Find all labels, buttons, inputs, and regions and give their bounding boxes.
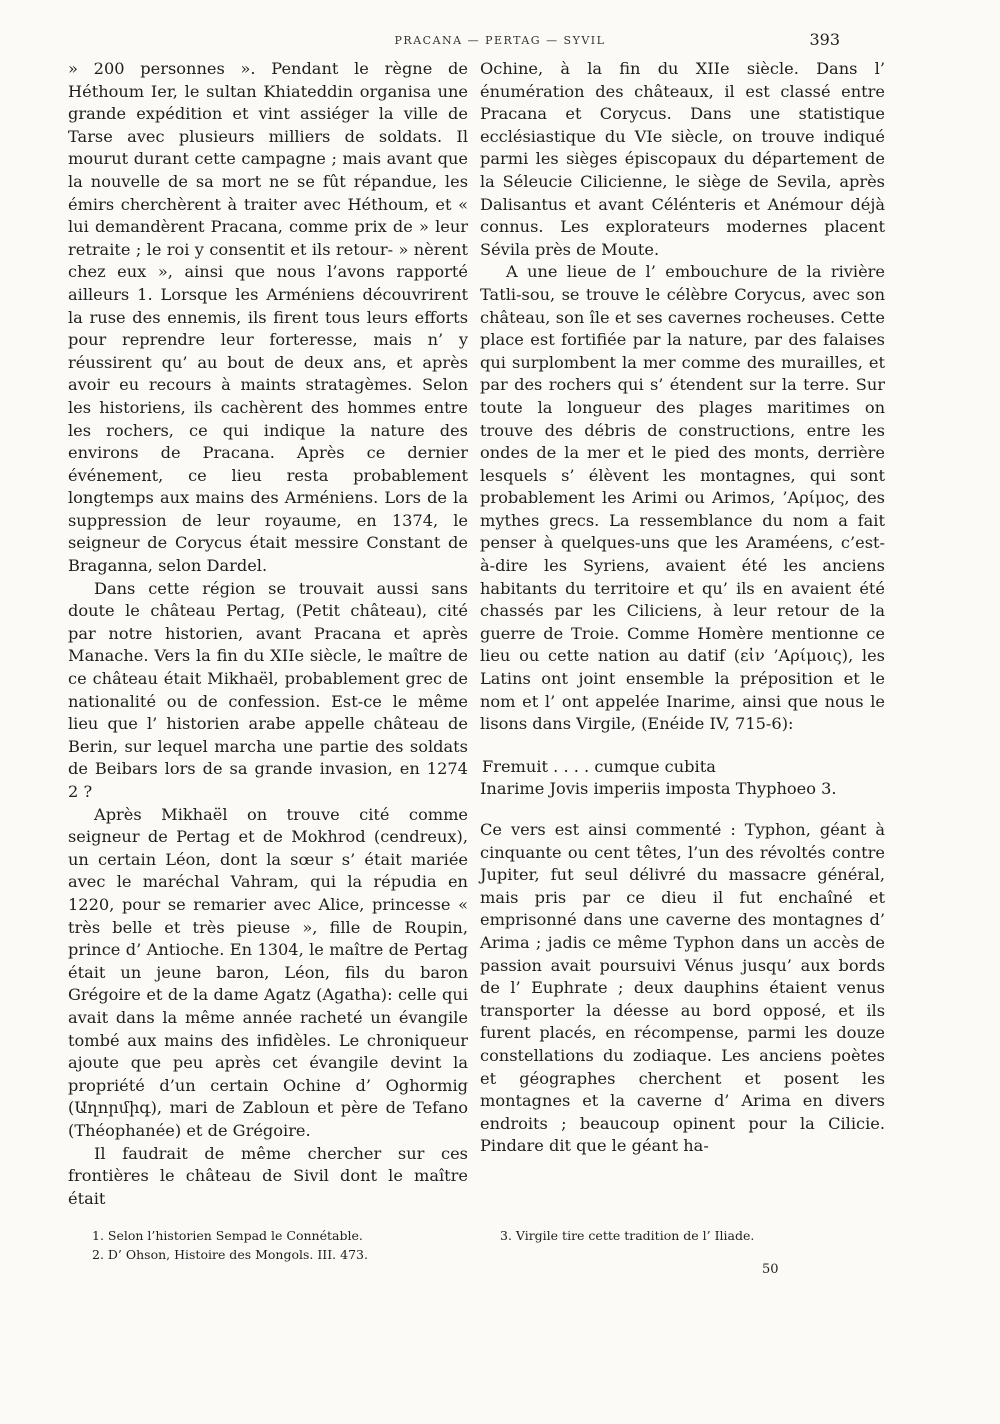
page-header <box>0 30 1000 50</box>
paragraph: » 200 personnes ». Pendant le règne de Héthoum Ier, le sultan Khiateddin organisa une grande expédition et vint assiéger la ville de Tarse avec plusieurs milliers de soldats. Il mourut durant cette campagne ; mais avant que la nouvelle de sa mort ne se fût répandue, les émirs cherchèrent à traiter avec Héthoum, et « lui demandèrent Pracana, comme prix de » leur retraite ; le roi y consentit et ils retour- » nèrent chez eux », ainsi que nous l’avons rapporté ailleurs 1. Lorsque les Arméniens découvrirent la ruse des ennemis, ils firent tous leurs efforts pour reprendre leur forteresse, mais n’ y réussirent qu’ au bout de deux ans, et après avoir eu recours à maints stratagèmes. Selon les historiens, ils cachèrent des hommes entre les rochers, ce qui indique la nature des environs de Pracana. Après ce dernier événement, ce lieu resta probablement longtemps aux mains des Arméniens. Lors de la suppression de leur royaume, en 1374, le seigneur de Corycus était messire Constant de Braganna, selon Dardel. <box>68 59 468 576</box>
footnote: 3. Virgile tire cette tradition de l’ Iliade. <box>500 1228 755 1243</box>
verse-line: Inarime Jovis imperiis imposta Thyphoeo 3. <box>480 779 837 799</box>
left-column <box>68 58 468 1210</box>
footnote: 2. D’ Ohson, Histoire des Mongols. III. 473. <box>92 1247 368 1262</box>
footnotes-right <box>500 1226 880 1245</box>
verse-quote <box>480 756 885 801</box>
paragraph: Après Mikhaël on trouve cité comme seigneur de Pertag et de Mokhrod (cendreux), un certain Léon, dont la sœur s’ était mariée avec le maréchal Vahram, qui la répudia en 1220, pour se remarier avec Alice, princesse « très belle et très pieuse », fille de Roupin, prince d’ Antioche. En 1304, le maître de Pertag était un jeune baron, Léon, fils du baron Grégoire et de la dame Agatz (Agatha): celle qui avait dans la même année racheté un évangile tombé aux mains des infidèles. Le chroniqueur ajoute que peu après cet évangile devint la propriété d’un certain Ochine d’ Oghormig (Աղորմիգ), mari de Zabloun et père de Tefano (Théophanée) et de Grégoire. <box>68 804 468 1140</box>
paragraph: Dans cette région se trouvait aussi sans doute le château Pertag, (Petit château), cité par notre historien, avant Pracana et après Manache. Vers la fin du XIIe siècle, le maître de ce château était Mikhaël, probablement grec de nationalité ou de confession. Est-ce le même lieu que l’ historien arabe appelle château de Berin, sur lequel marcha une partie des soldats de Beibars lors de sa grande invasion, en 1274 2 ? <box>68 578 468 801</box>
paragraph: Il faudrait de même chercher sur ces frontières le château de Sivil dont le maître était <box>68 1143 468 1208</box>
right-column <box>480 58 885 1158</box>
paragraph: A une lieue de l’ embouchure de la rivière Tatli-sou, se trouve le célèbre Corycus, avec son château, son île et ses cavernes rocheuses. Cette place est fortifiée par la nature, par des falaises qui surplombent la mer comme des murailles, et par des rochers qui s’ étendent sur la terre. Sur toute la longueur des plages maritimes on trouve des débris de constructions, entre les ondes de la mer et le pied des monts, derrière lesquels s’ élèvent les montagnes, qui sont probablement les Arimi ou Arimos, ’Αρίμος, des mythes grecs. La ressemblance du nom a fait penser à quelques-uns que les Araméens, c’est-à-dire les Syriens, avaient été les anciens habitants du territoire et qu’ ils en avaient été chassés par les Ciliciens, à leur retour de la guerre de Troie. Comme Homère mentionne ce lieu ou cette nation au datif (εἰν ’Αρίμοις), les Latins ont joint ensemble la préposition et le nom et l’ ont appelée Inarime, ainsi que nous le lisons dans Virgile, (Enéide IV, 715-6): <box>480 262 885 734</box>
paragraph: Ochine, à la fin du XIIe siècle. Dans l’ énumération des châteaux, il est classé entre Pracana et Corycus. Dans une statistique ecclésiastique du VIe siècle, on trouve indiqué parmi les sièges épiscopaux du département de la Séleucie Cilicienne, le siège de Sevila, après Dalisantus et avant Célénteris et Anémour déjà connus. Les explorateurs modernes placent Sévila près de Moute. <box>480 59 885 259</box>
footnotes-left <box>92 1226 472 1264</box>
running-title: PRACANA — PERTAG — SYVIL <box>394 34 606 47</box>
paragraph: Ce vers est ainsi commenté : Typhon, géant à cinquante ou cent têtes, l’un des révoltés contre Jupiter, fut seul délivré du massacre général, mais pris par ce dieu il fut enchaîné et emprisonné dans une caverne des montagnes d’ Arima ; jadis ce même Typhon dans un accès de passion avait poursuivi Vénus jusqu’ aux bords de l’ Euphrate ; deux dauphins étaient venus transporter la déesse au bord opposé, et ils furent placés, en récompense, parmi les douze constellations du zodiaque. Les anciens poètes et géographes cherchent et posent les montagnes et la caverne d’ Arima en divers endroits ; beaucoup opinent pour la Cilicie. Pindare dit que le géant ha- <box>480 820 885 1156</box>
signature-mark: 50 <box>762 1262 779 1277</box>
verse-line: Fremuit . . . . cumque cubita <box>482 756 716 776</box>
footnote: 1. Selon l’historien Sempad le Connétable. <box>92 1228 363 1243</box>
page-number: 393 <box>809 30 840 49</box>
